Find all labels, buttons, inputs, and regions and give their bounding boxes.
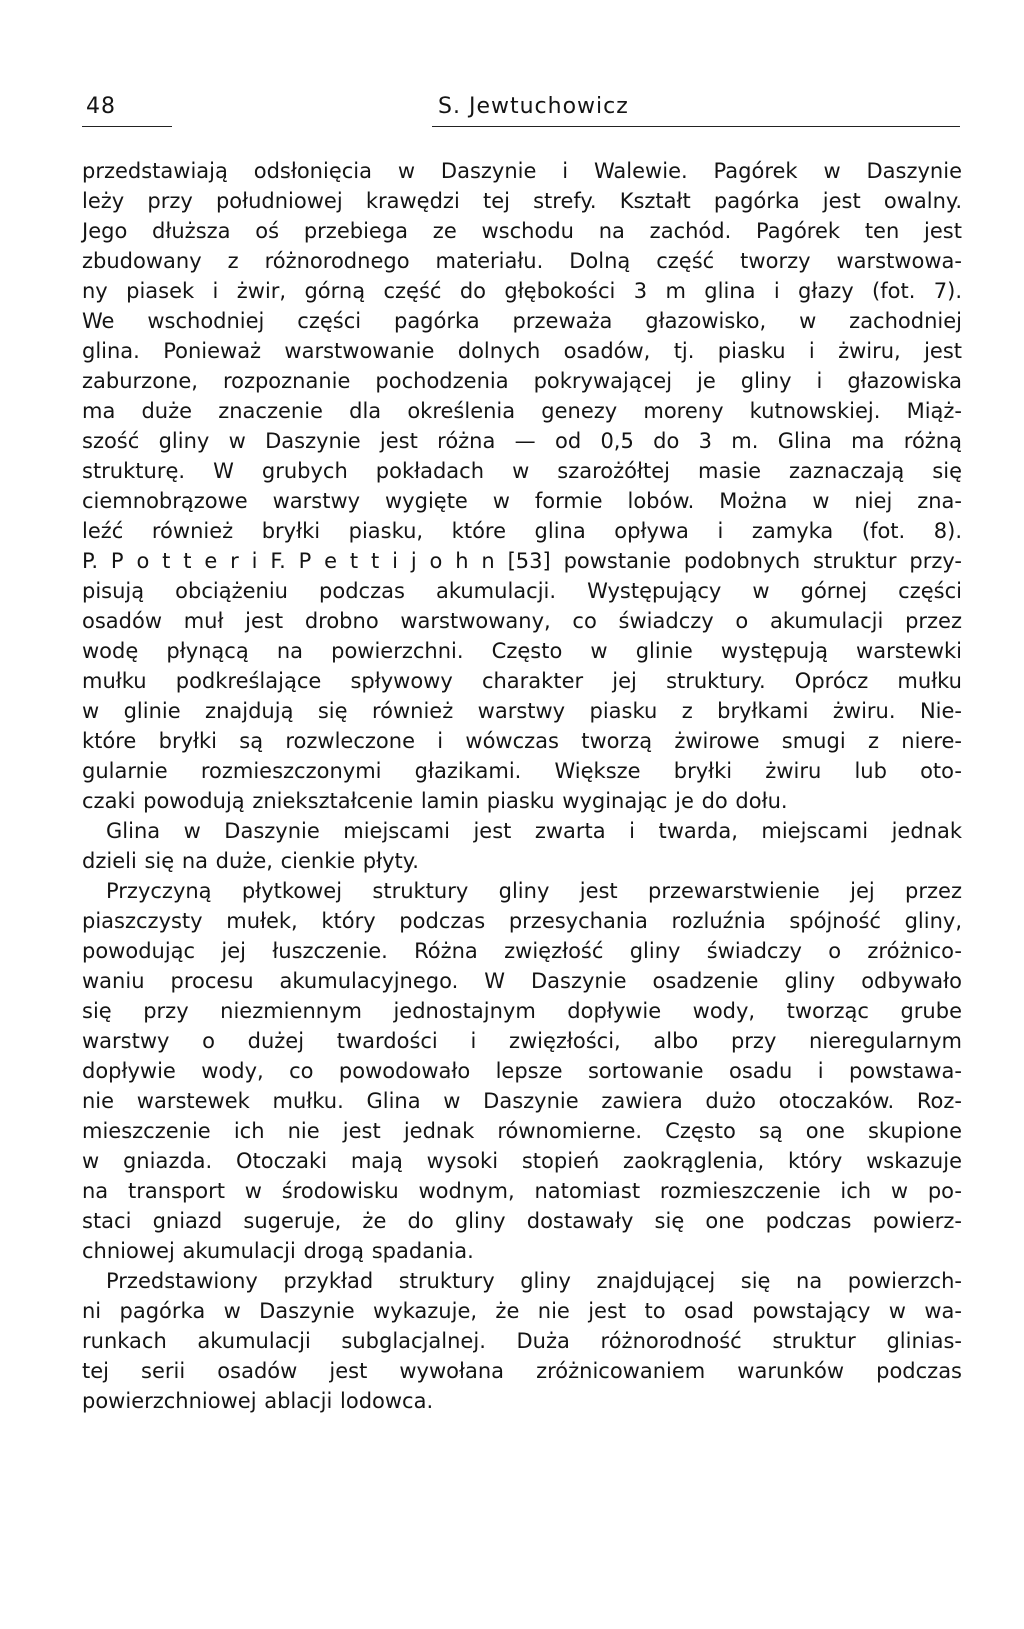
text-line: gularnie rozmieszczonymi głazikami. Większe bryłki żwiru lub oto- [82, 759, 962, 783]
text-line: Przedstawiony przykład struktury gliny znajdującej się na powierzch- [106, 1269, 962, 1293]
text-line: mieszczenie ich nie jest jednak równomierne. Często są one skupione [82, 1119, 962, 1143]
text-line: wodę płynącą na powierzchni. Często w glinie występują warstewki [82, 639, 962, 663]
text-line: Przyczyną płytkowej struktury gliny jest przewarstwienie jej przez [106, 879, 962, 903]
text-line: glina. Ponieważ warstwowanie dolnych osadów, tj. piasku i żwiru, jest [82, 339, 962, 363]
text-line: zaburzone, rozpoznanie pochodzenia pokrywającej je gliny i głazowiska [82, 369, 962, 393]
text-line: ma duże znaczenie dla określenia genezy moreny kutnowskiej. Miąż- [82, 399, 962, 423]
text-line: chniowej akumulacji drogą spadania. [82, 1239, 474, 1263]
text-line: We wschodniej części pagórka przeważa głazowisko, w zachodniej [82, 309, 962, 333]
text-line: Jego dłuższa oś przebiega ze wschodu na zachód. Pagórek ten jest [82, 219, 962, 243]
paragraph [82, 816, 962, 876]
text-line: się przy niezmiennym jednostajnym dopływie wody, tworząc grube [82, 999, 962, 1023]
text-line: nie warstewek mułku. Glina w Daszynie zawiera dużo otoczaków. Roz- [82, 1089, 962, 1113]
page-number: 48 [86, 94, 116, 119]
paragraph [82, 876, 962, 1266]
text-line: szość gliny w Daszynie jest różna — od 0,5 do 3 m. Glina ma różną [82, 429, 962, 453]
text-line: które bryłki są rozwleczone i wówczas tworzą żwirowe smugi z niere- [82, 729, 962, 753]
text-line: dzieli się na duże, cienkie płyty. [82, 849, 419, 873]
text-line: piaszczysty mułek, który podczas przesychania rozluźnia spójność gliny, [82, 909, 962, 933]
text-line: waniu procesu akumulacyjnego. W Daszynie osadzenie gliny odbywało [82, 969, 962, 993]
text-line: w gniazda. Otoczaki mają wysoki stopień zaokrąglenia, który wskazuje [82, 1149, 962, 1173]
header-rule-right [432, 126, 960, 127]
text-line: przedstawiają odsłonięcia w Daszynie i Walewie. Pagórek w Daszynie [82, 159, 962, 183]
text-line: staci gniazd sugeruje, że do gliny dostawały się one podczas powierz- [82, 1209, 962, 1233]
text-line: tej serii osadów jest wywołana zróżnicowaniem warunków podczas [82, 1359, 962, 1383]
page-header [82, 94, 962, 130]
text-line: ni pagórka w Daszynie wykazuje, że nie jest to osad powstający w wa- [82, 1299, 962, 1323]
text-line: powierzchniowej ablacji lodowca. [82, 1389, 434, 1413]
body-text [82, 156, 962, 1416]
running-head: S. Jewtuchowicz [438, 94, 629, 119]
text-line: leźć również bryłki piasku, które glina opływa i zamyka (fot. 8). [82, 519, 962, 543]
text-line: na transport w środowisku wodnym, natomiast rozmieszczenie ich w po- [82, 1179, 962, 1203]
text-line: ciemnobrązowe warstwy wygięte w formie lobów. Można w niej zna- [82, 489, 962, 513]
text-line: ny piasek i żwir, górną część do głębokości 3 m glina i głazy (fot. 7). [82, 279, 962, 303]
text-line: strukturę. W grubych pokładach w szarożółtej masie zaznaczają się [82, 459, 962, 483]
header-rule-left [82, 126, 172, 127]
text-line: powodując jej łuszczenie. Różna zwięzłość gliny świadczy o zróżnico- [82, 939, 962, 963]
text-line: czaki powodują zniekształcenie lamin piasku wyginając je do dołu. [82, 789, 788, 813]
paragraph [82, 1266, 962, 1416]
text-line: mułku podkreślające spływowy charakter jej struktury. Oprócz mułku [82, 669, 962, 693]
text-line: P. P o t t e r i F. P e t t i j o h n [53] powstanie podobnych struktur przy- [82, 549, 962, 573]
text-line: w glinie znajdują się również warstwy piasku z bryłkami żwiru. Nie- [82, 699, 962, 723]
text-line: warstwy o dużej twardości i zwięzłości, albo przy nieregularnym [82, 1029, 962, 1053]
text-line: Glina w Daszynie miejscami jest zwarta i twarda, miejscami jednak [106, 819, 962, 843]
paragraph [82, 156, 962, 816]
text-line: zbudowany z różnorodnego materiału. Dolną część tworzy warstwowa- [82, 249, 962, 273]
text-line: runkach akumulacji subglacjalnej. Duża różnorodność struktur glinias- [82, 1329, 962, 1353]
text-line: dopływie wody, co powodowało lepsze sortowanie osadu i powstawa- [82, 1059, 962, 1083]
text-line: pisują obciążeniu podczas akumulacji. Występujący w górnej części [82, 579, 962, 603]
text-line: leży przy południowej krawędzi tej strefy. Kształt pagórka jest owalny. [82, 189, 962, 213]
text-line: osadów muł jest drobno warstwowany, co świadczy o akumulacji przez [82, 609, 962, 633]
